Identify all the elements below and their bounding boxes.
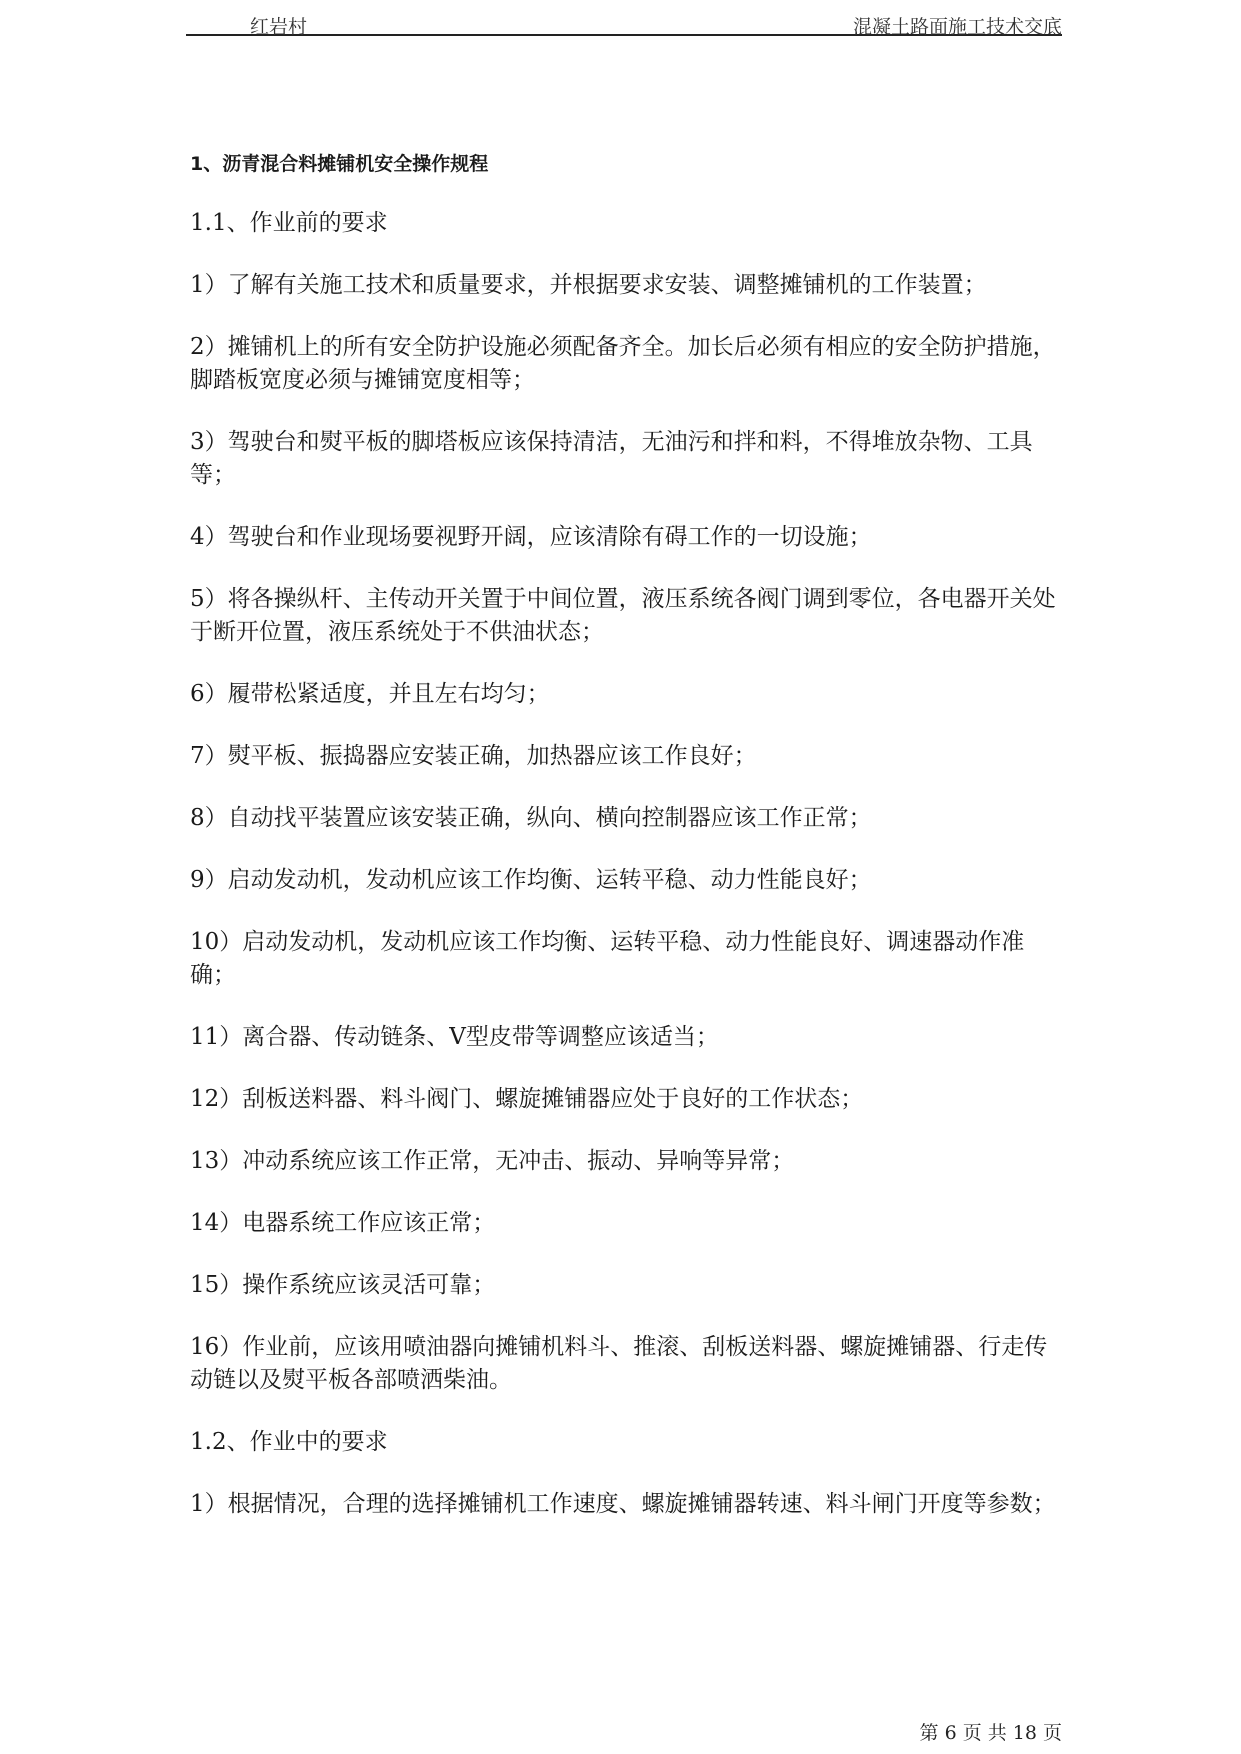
subsection-title-1: 1.1、作业前的要求 bbox=[190, 210, 388, 236]
list-item: 16）作业前，应该用喷油器向摊铺机料斗、推滚、刮板送料器、螺旋摊铺器、行走传动链以及熨平板各部喷洒柴油。 bbox=[190, 1334, 1048, 1393]
list-item: 1）根据情况，合理的选择摊铺机工作速度、螺旋摊铺器转速、料斗闸门开度等参数； bbox=[190, 1491, 1056, 1517]
list-item: 9）启动发动机，发动机应该工作均衡、运转平稳、动力性能良好； bbox=[190, 867, 872, 893]
list-item: 11）离合器、传动链条、V型皮带等调整应该适当； bbox=[190, 1024, 719, 1050]
page-number: 第 6 页 共 18 页 bbox=[919, 1722, 1062, 1744]
list-item: 6）履带松紧适度，并且左右均匀； bbox=[190, 681, 550, 707]
list-item: 5）将各操纵杆、主传动开关置于中间位置，液压系统各阀门调到零位，各电器开关处于断开位置，液压系统处于不供油状态； bbox=[190, 586, 1056, 645]
list-item: 12）刮板送料器、料斗阀门、螺旋摊铺器应处于良好的工作状态； bbox=[190, 1086, 864, 1112]
page-header bbox=[186, 8, 1062, 36]
subsection-title-2: 1.2、作业中的要求 bbox=[190, 1429, 388, 1455]
list-item: 2）摊铺机上的所有安全防护设施必须配备齐全。加长后必须有相应的安全防护措施，脚踏板宽度必须与摊铺宽度相等； bbox=[190, 334, 1056, 393]
list-item: 3）驾驶台和熨平板的脚塔板应该保持清洁，无油污和拌和料，不得堆放杂物、工具等； bbox=[190, 429, 1033, 488]
list-item: 15）操作系统应该灵活可靠； bbox=[190, 1272, 496, 1298]
list-item: 13）冲动系统应该工作正常，无冲击、振动、异响等异常； bbox=[190, 1148, 795, 1174]
header-left-text: 红岩村 bbox=[250, 16, 308, 38]
list-item: 4）驾驶台和作业现场要视野开阔，应该清除有碍工作的一切设施； bbox=[190, 524, 872, 550]
list-item: 8）自动找平装置应该安装正确，纵向、横向控制器应该工作正常； bbox=[190, 805, 872, 831]
list-item: 14）电器系统工作应该正常； bbox=[190, 1210, 496, 1236]
header-right-text: 混凝土路面施工技术交底 bbox=[852, 16, 1062, 38]
list-item: 10）启动发动机，发动机应该工作均衡、运转平稳、动力性能良好、调速器动作准确； bbox=[190, 929, 1025, 988]
document-body bbox=[190, 150, 1062, 1550]
list-item: 7）熨平板、振捣器应安装正确，加热器应该工作良好； bbox=[190, 743, 757, 769]
list-item: 1）了解有关施工技术和质量要求，并根据要求安装、调整摊铺机的工作装置； bbox=[190, 272, 987, 298]
section-title: 1、沥青混合料摊铺机安全操作规程 bbox=[190, 153, 489, 175]
